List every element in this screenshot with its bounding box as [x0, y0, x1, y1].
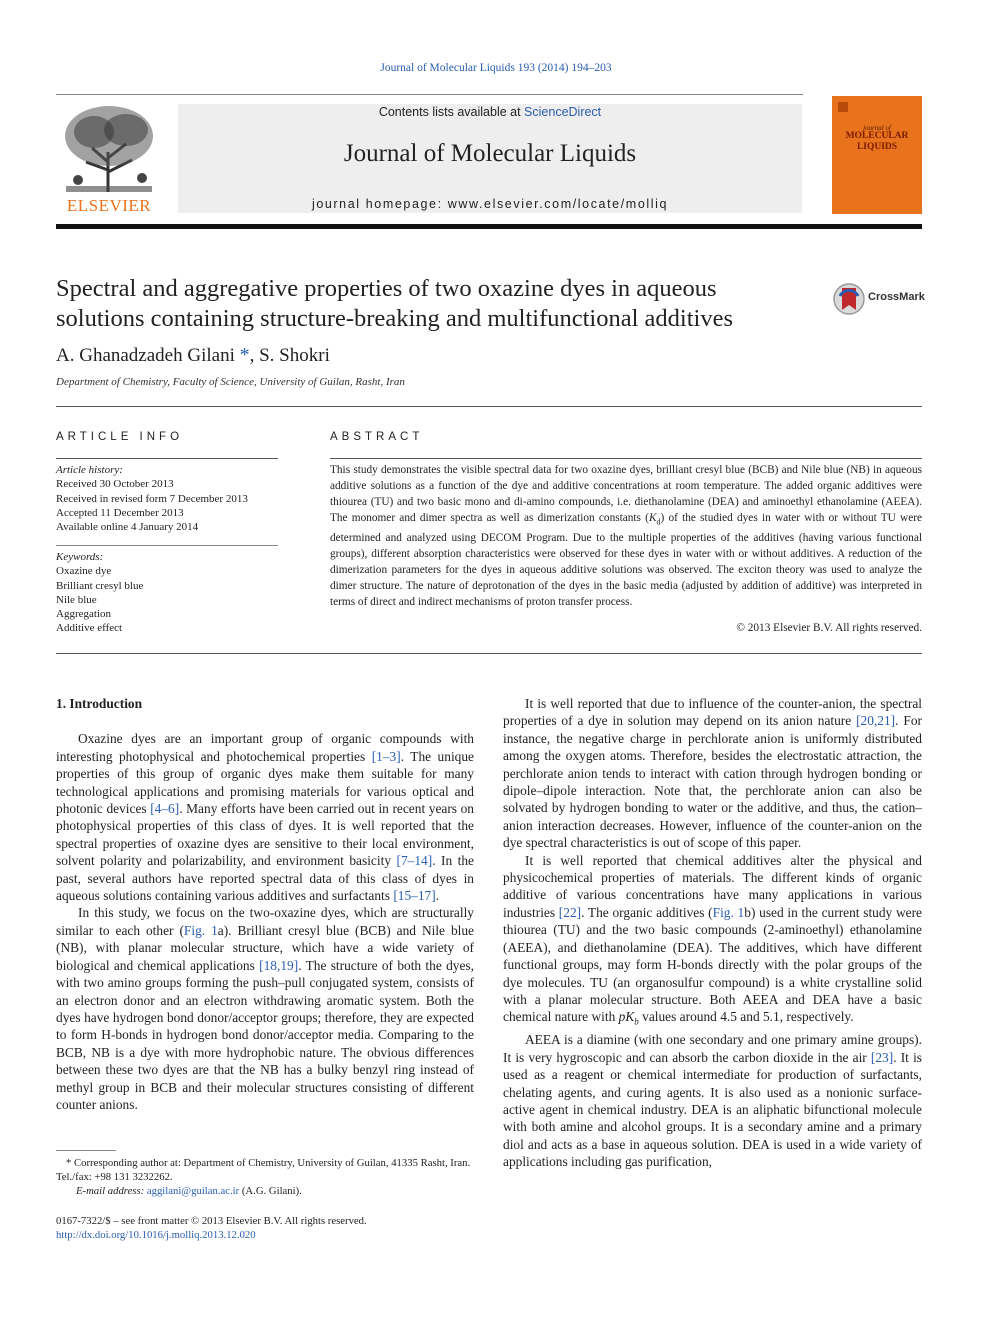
elsevier-wordmark: ELSEVIER [66, 196, 152, 215]
intro-paragraph-2: In this study, we focus on the two-oxazine dyes, which are structurally similar to each other (Fig. 1a). Brilliant cresyl blue (BCB) and Nile blue (NB), with planar molecular structure, which have a wide variety of biological and chemical applications [18,19]. The structure of both the dyes, with two amino groups forming the push–pull conjugated system, consists of an electron donor and an electron withdrawing aromatic system. Both the dyes have hydrogen bond donor/acceptor groups; therefore, they are expected to form H-bonds in hydrogen bond donor/acceptor media. Comparing to the BCB, NB is a dye with more hydrophobic nature. The obvious differences between these two dyes are that the NB has a bulky benzyl ring instead of methyl group in BCB and their molecular structures consisting of different counter anions. [56, 905, 474, 1112]
email-link[interactable]: aggilani@guilan.ac.ir [146, 1185, 240, 1197]
keywords-label: Keywords: [56, 551, 104, 563]
ref-link[interactable]: [1–3] [371, 748, 401, 764]
journal-title: Journal of Molecular Liquids [343, 140, 637, 167]
cover-line2: MOLECULAR [845, 131, 909, 141]
keyword-item: Oxazine dye [56, 565, 112, 578]
email-footnote: E-mail address: aggilani@guilan.ac.ir (A.G. Gilani). [76, 1185, 302, 1197]
abstract-bottom-rule [56, 653, 922, 654]
title-line1: Spectral and aggregative properties of two oxazine dyes in aqueous [56, 275, 717, 302]
history-online: Available online 4 January 2014 [56, 521, 199, 534]
cover-emblem [838, 102, 848, 112]
abstract-copyright: © 2013 Elsevier B.V. All rights reserved. [736, 622, 922, 634]
abstract-heading: ABSTRACT [330, 431, 424, 443]
crossmark-icon [832, 282, 866, 316]
article-title [56, 274, 816, 334]
article-history [56, 463, 278, 534]
footnote-rule [56, 1150, 116, 1151]
figure-link[interactable]: Fig. 1 [712, 904, 745, 920]
title-line2: solutions containing structure-breaking and multifunctional additives [56, 305, 734, 332]
ref-link[interactable]: [22] [558, 904, 582, 920]
corresponding-footnote: * Corresponding author at: Department of Chemistry, University of Guilan, 41335 Rasht, Iran. Tel./fax: +98 131 3232262. [56, 1157, 471, 1183]
history-revised: Received in revised form 7 December 2013 [56, 492, 248, 505]
contents-available [178, 105, 802, 119]
figure-link[interactable]: Fig. 1 [183, 922, 218, 938]
article-info-heading: ARTICLE INFO [56, 431, 184, 443]
bottom-info [56, 1214, 474, 1242]
article-info-rule [56, 458, 278, 459]
homepage-url[interactable]: www.elsevier.com/locate/molliq [447, 197, 669, 211]
ref-link[interactable]: [4–6] [150, 801, 180, 817]
sciencedirect-link[interactable]: ScienceDirect [524, 105, 602, 119]
affiliation: Department of Chemistry, Faculty of Science, University of Guilan, Rasht, Iran [56, 376, 405, 388]
title-rule [56, 406, 922, 407]
doi-link[interactable]: http://dx.doi.org/10.1016/j.molliq.2013.12.020 [56, 1229, 256, 1241]
keyword-item: Brilliant cresyl blue [56, 579, 144, 592]
abstract-part-b: ) of the studied dyes in water with or without TU were determined and analyzed using DECOM Program. Due to the multiple properties of the additives (having various functional groups), different absorption characteristics were observed for these dyes in water with or without additives. A reduction of the dimerization parameters for the dyes in aqueous additive solutions was observed. The exciton theory was used to analyze the dimer structure. The nature of deprotonation of the dyes in the basic media (adjusted by addition of additive) was interpreted in terms of direct and indirect mechanisms of proton transfer process. [330, 512, 922, 609]
history-label: Article history: [56, 464, 123, 476]
cover-line1: journal of [863, 124, 891, 132]
ref-link[interactable]: [23] [870, 1049, 894, 1065]
ref-link[interactable]: [15–17] [393, 888, 436, 904]
ref-link[interactable]: [7–14] [396, 853, 433, 869]
right-paragraph-2: It is well reported that chemical additives alter the physical and physicochemical properties of materials. The different kinds of organic additive of various concentrations have many applications in various industries [22]. The organic additives (Fig. 1b) used in the current study were thiourea (TU) and the two basic compounds (2-aminoethyl) ethanolamine (AEEA), and diethanolamine (DEA). The additives, which have different functional groups, may form H-bonds directly with the polar groups of the dye molecules. TU (an organosulfur compound) is a white crystalline solid with a planar molecular structure. Both AEEA and DEA have a basic chemical nature with $pK_b$ values around 4.5 and 5.1, respectively. [503, 852, 922, 1027]
authors [56, 344, 330, 367]
keyword-item: Aggregation [56, 608, 111, 621]
history-accepted: Accepted 11 December 2013 [56, 506, 184, 519]
history-received: Received 30 October 2013 [56, 478, 174, 491]
masthead-top-rule [56, 94, 803, 95]
keyword-item: Nile blue [56, 593, 97, 606]
keyword-item: Additive effect [56, 622, 123, 635]
ref-link[interactable]: [18,19] [259, 957, 299, 973]
contents-prefix: Contents lists available at [378, 105, 525, 119]
kd-symbol: K [648, 512, 657, 524]
abstract-rule [330, 458, 922, 459]
masthead-bottom-rule [56, 224, 922, 229]
corresponding-star[interactable]: * [239, 344, 250, 366]
section-heading-introduction: 1. Introduction [56, 696, 143, 711]
abstract-text [330, 462, 922, 610]
keywords [56, 550, 278, 636]
journal-cover [832, 96, 922, 214]
issn-line: 0167-7322/$ – see front matter © 2013 Elsevier B.V. All rights reserved. [56, 1215, 367, 1227]
homepage-prefix: journal homepage: [311, 197, 448, 211]
running-header[interactable]: Journal of Molecular Liquids 193 (2014) 194–203 [380, 62, 612, 74]
author-1: A. Ghanadzadeh Gilani [56, 345, 235, 366]
footnote [56, 1156, 474, 1198]
crossmark-label: CrossMark [868, 291, 925, 303]
cover-line3: LIQUIDS [856, 142, 898, 152]
body-right-column [503, 695, 922, 1171]
intro-paragraph-1: Oxazine dyes are an important group of organic compounds with interesting photophysical and photochemical properties [1–3]. The unique properties of this group of organic dyes make them suitable for many technological applications and promising materials for various optical and photonic devices [4–6]. Many efforts have been carried out in recent years on photophysical properties of this class of dyes. It is well reported that the spectral properties of oxazine dyes are sensitive to their local environment, solvent polarity and polarizability, and environment basicity [7–14]. In the past, several authors have reported spectral data of this class of dyes in aqueous solutions containing various additives and surfactants [15–17]. [56, 731, 474, 904]
ref-link[interactable]: [20,21] [856, 713, 896, 729]
journal-homepage [178, 197, 802, 211]
right-paragraph-1: It is well reported that due to influence of the counter-anion, the spectral properties of a dye in solution may depend on its anion nature [20,21]. For instance, the negative charge in perchlorate anion is uniformly distributed among the oxygen atoms. Therefore, besides the electrostatic attraction, the perchlorate anion tends to interact with cation through hydrogen bonding or dipole–dipole interaction. Note that, the perchlorate anion can also be solvated by hydrogen bonding to water or the additive, and thus, the cation–anion interaction decreases. However, influence of the counter-anion on the dye spectral characteristics is out of scope of this paper. [503, 696, 922, 851]
kd-subscript: d [656, 517, 661, 527]
body-left-column [56, 695, 474, 1113]
author-2: , S. Shokri [249, 345, 330, 366]
right-paragraph-3: AEEA is a diamine (with one secondary and one primary amine groups). It is very hygroscopic and can absorb the carbon dioxide in the air [23]. It is used as a reagent or chemical intermediate for production of surfactants, chelating agents, and curing agents. It is also used as a nonionic surface-active agent in chemical industry. DEA is an aliphatic bifunctional molecule with both amine and alcohol groups. It is a secondary amine and a primary diol and acts as a base in aqueous solution. DEA is used in a wide variety of applications including gas purification, [503, 1032, 922, 1170]
abstract-part-a: This study demonstrates the visible spectral data for two oxazine dyes, brilliant cresyl blue (BCB) and Nile blue (NB) in aqueous additive solutions as a function of the dye and additive concentrations at room temperature. The added organic additives were thiourea (TU) and two basic mono and di-amino compounds, i.e. diethanolamine (DEA) and aminoethyl ethanolamine (AEEA). The monomer and dimer spectra as well as dimerization constants ( [330, 464, 922, 524]
keywords-rule [56, 545, 278, 546]
crossmark-badge[interactable] [832, 282, 925, 316]
